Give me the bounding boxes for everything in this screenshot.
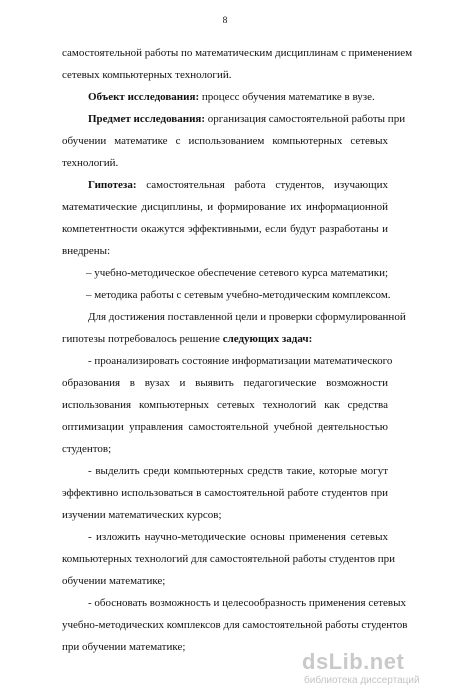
text-line [88, 180, 388, 191]
text-line [62, 334, 388, 345]
text-line [88, 466, 388, 477]
text-line [62, 444, 388, 455]
text-line [62, 70, 388, 81]
text-line [62, 422, 388, 433]
line-text: - изложить научно-методические основы применения сетевых [88, 531, 388, 543]
text-line [62, 553, 396, 565]
line-text: организация самостоятельной работы при [205, 113, 406, 125]
page-number: 8 [222, 16, 228, 26]
line-text: - проанализировать состояние информатизации математического [88, 355, 393, 367]
line-text: изучении математических курсов; [62, 509, 222, 521]
text-line [88, 355, 393, 367]
text-line [62, 378, 388, 389]
line-text: математические дисциплины, и формирование их информационной [62, 201, 388, 213]
text-line [62, 158, 388, 169]
line-text: – методика работы с сетевым учебно-методическим комплексом. [86, 289, 391, 301]
line-text: – учебно-методическое обеспечение сетевого курса математики; [86, 267, 389, 279]
line-text: самостоятельная работа студентов, изучающих [136, 179, 388, 191]
bold-phrase: следующих задач: [222, 333, 313, 345]
watermark-tagline: библиотека диссертаций [304, 675, 420, 686]
bold-label: Предмет исследования: [88, 113, 206, 125]
line-text: оптимизации управления самостоятельной учебной деятельностью [62, 421, 388, 433]
line-text: процесс обучения математике в вузе. [199, 91, 375, 103]
text-line [88, 532, 388, 543]
bold-label: Объект исследования: [88, 91, 200, 103]
text-line [88, 92, 388, 103]
line-text: при обучении математике; [62, 641, 186, 653]
line-text: сетевых компьютерных технологий. [62, 69, 232, 81]
text-line [62, 510, 388, 521]
line-text: гипотезы потребовалось решение [62, 333, 223, 345]
text-line [62, 246, 388, 257]
text-line [62, 202, 388, 213]
text-line [62, 47, 413, 59]
line-text: самостоятельной работы по математическим дисциплинам с применением [62, 47, 413, 59]
text-line [62, 619, 408, 631]
line-text: учебно-методических комплексов для самостоятельной работы студентов [62, 619, 408, 631]
line-text: - обосновать возможность и целесообразность применения сетевых [88, 597, 407, 609]
text-line [62, 576, 388, 587]
line-text: технологий. [62, 157, 119, 169]
text-line [62, 488, 388, 499]
line-text: компетентности окажутся эффективными, если будут разработаны и [62, 223, 388, 235]
line-text: Для достижения поставленной цели и проверки сформулированной [88, 311, 406, 323]
line-text: обучении математике; [62, 575, 166, 587]
line-text: компьютерных технологий для самостоятельной работы студентов при [62, 553, 396, 565]
line-text: внедрены: [62, 245, 111, 257]
line-text: эффективно использоваться в самостоятельной работе студентов при [62, 487, 388, 499]
text-line [88, 597, 407, 609]
line-text: использования компьютерных сетевых технологий как средства [62, 399, 388, 411]
bold-label: Гипотеза: [88, 179, 137, 191]
line-text: - выделить среди компьютерных средств такие, которые могут [88, 465, 388, 477]
line-text: образования в вузах и выявить педагогические возможности [62, 377, 388, 389]
watermark [302, 649, 432, 689]
text-line [86, 289, 391, 301]
text-line [88, 113, 406, 125]
text-line [62, 136, 388, 147]
watermark-logo: dsLib.net [302, 649, 405, 674]
text-line [62, 224, 388, 235]
line-text: обучении математике с использованием компьютерных сетевых [62, 135, 388, 147]
line-text: студентов; [62, 443, 112, 455]
text-line [62, 400, 388, 411]
text-line [86, 268, 388, 279]
text-line [88, 311, 406, 323]
